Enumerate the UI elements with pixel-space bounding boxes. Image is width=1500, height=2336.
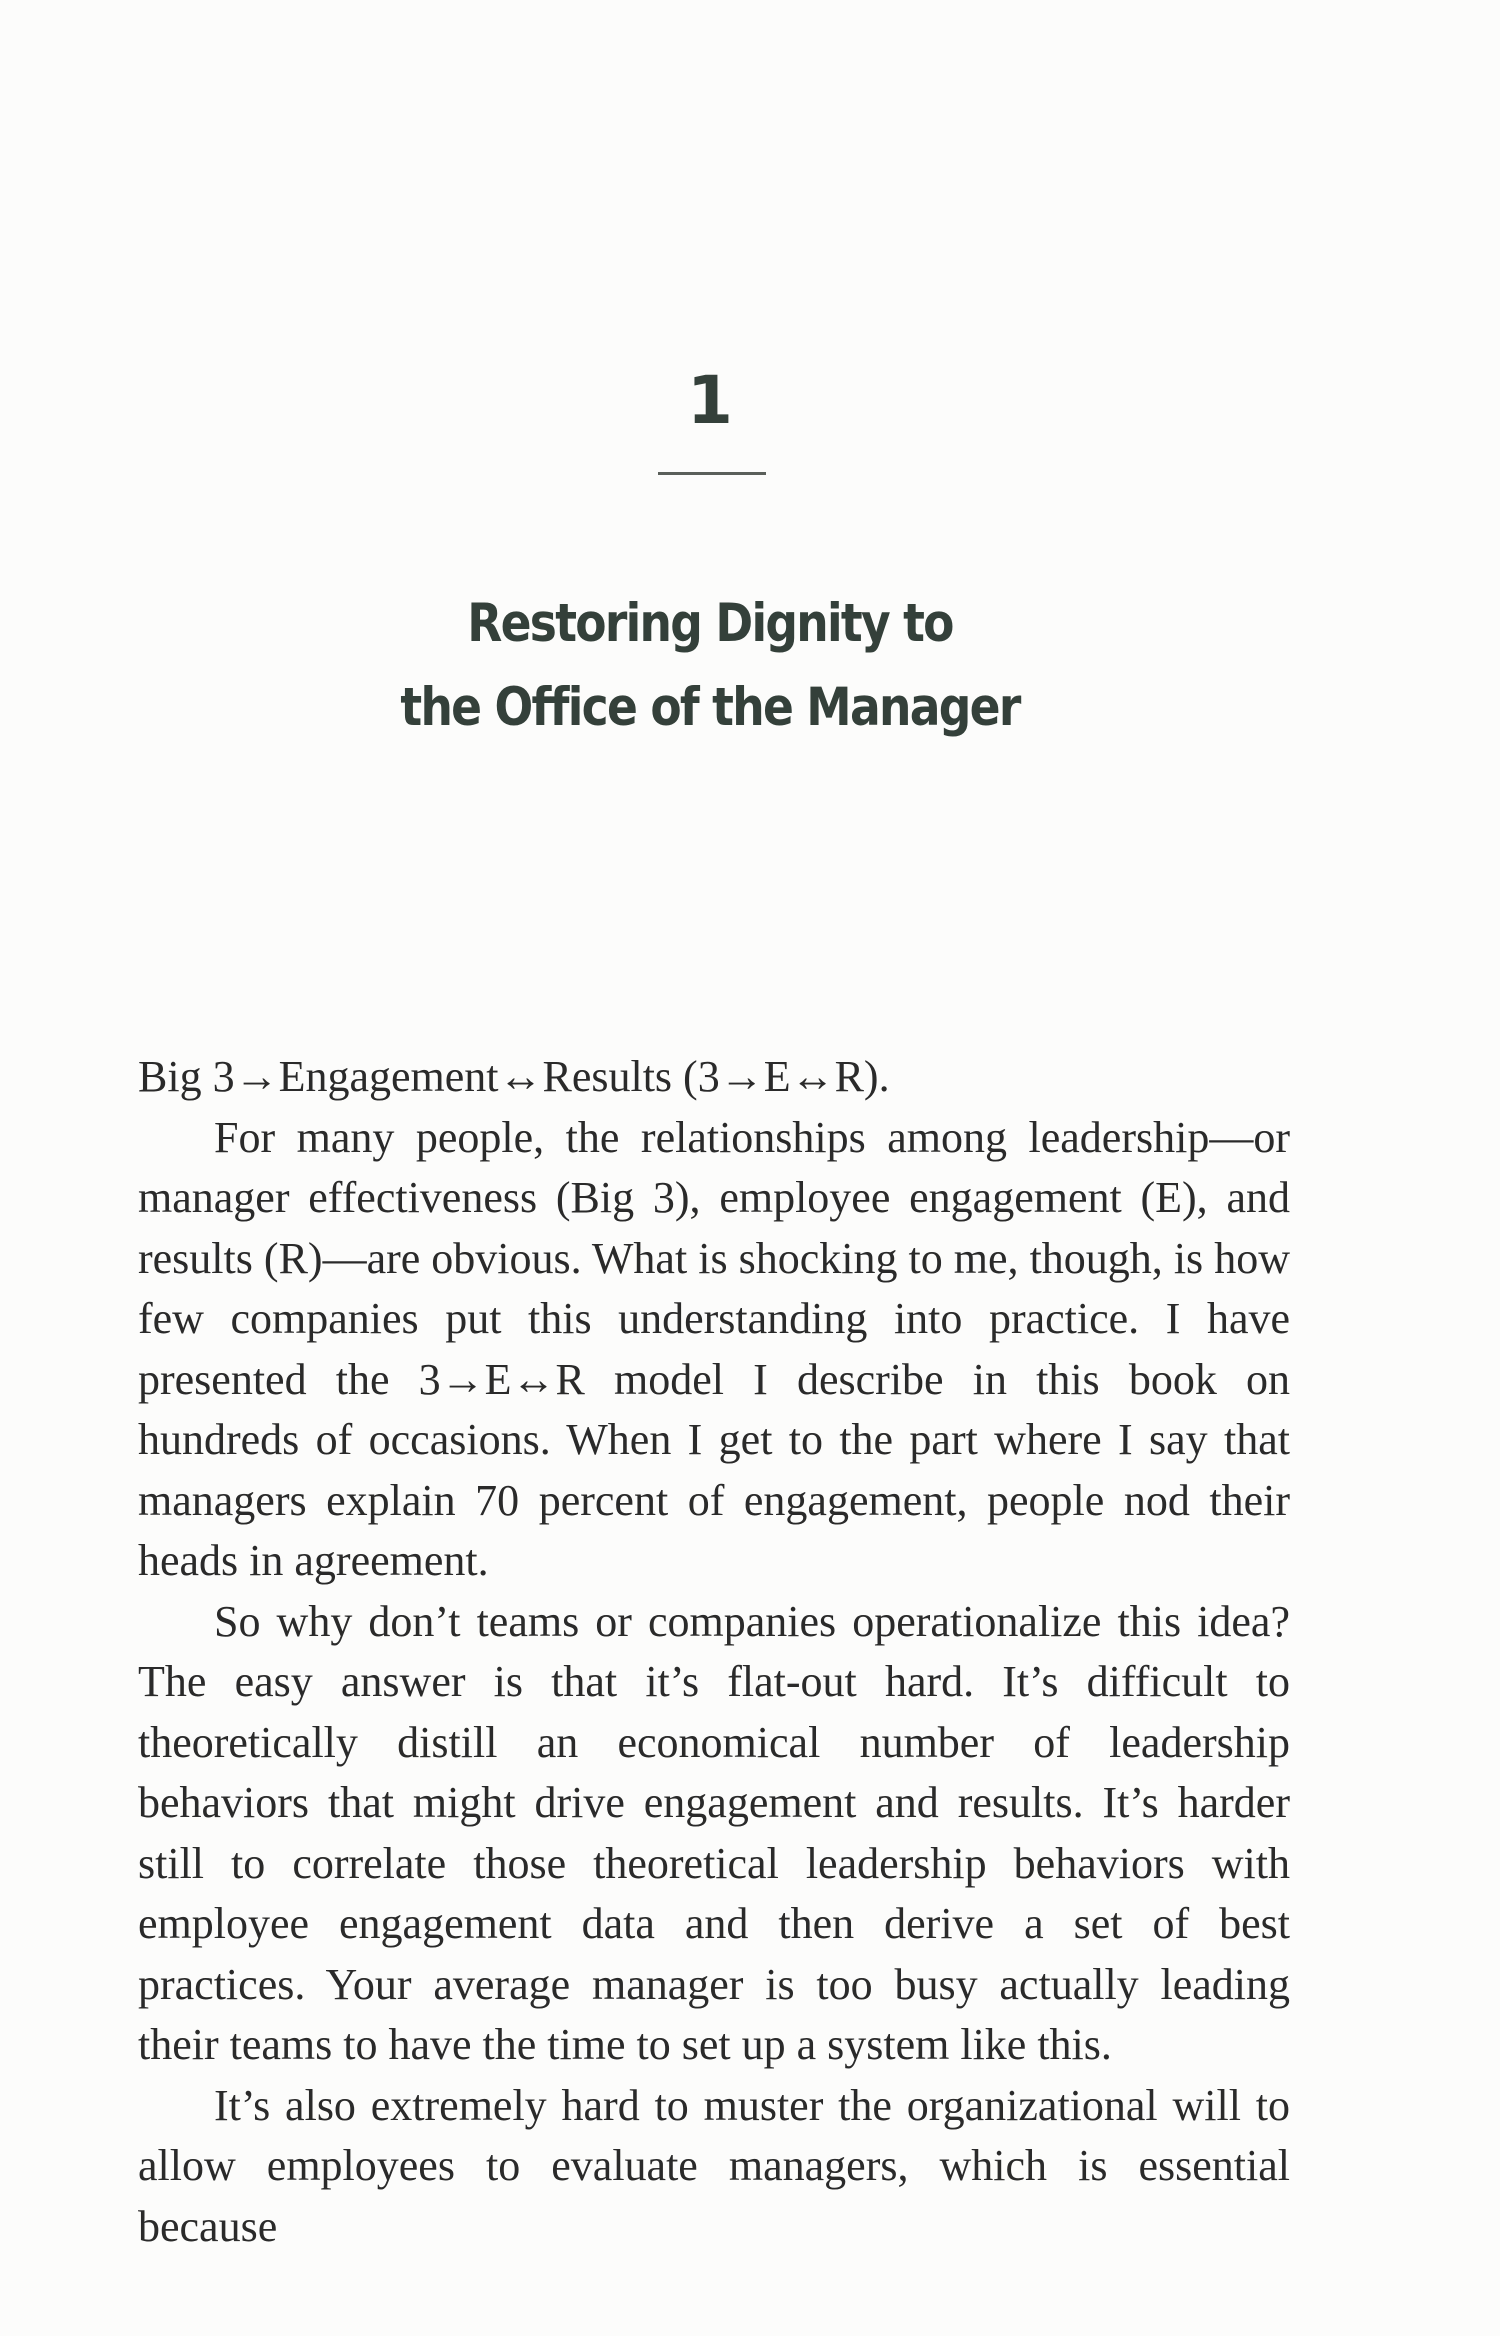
paragraph-model-formula: Big 3→Engagement↔Results (3→E↔R). <box>138 1052 890 1101</box>
chapter-number: 1 <box>687 362 733 439</box>
chapter-title-line-1: Restoring Dignity to <box>467 593 953 654</box>
body-text <box>138 1047 1290 2257</box>
chapter-title-line-2: the Office of the Manager <box>400 677 1020 738</box>
chapter-number-rule <box>658 472 766 475</box>
paragraph: For many people, the relationships among leadership—or manager effectiveness (Big 3), employee engagement (E), and results (R)—are obvious. What is shocking to me, though, is how few companies put this understanding into practice. I have presented the 3→E↔R model I describe in this book on hundreds of occasions. When I get to the part where I say that managers explain 70 percent of engagement, people nod their heads in agreement. <box>138 1112 1290 1585</box>
paragraph: So why don’t teams or companies operationalize this idea? The easy answer is that it’s flat-out hard. It’s difficult to theoretically distill an economical number of leadership behaviors that might drive engagement and results. It’s harder still to correlate those theoretical leadership behaviors with employee engagement data and then derive a set of best practices. Your average manager is too busy actually leading their teams to have the time to set up a system like this. <box>138 1596 1290 2069</box>
paragraph: It’s also extremely hard to muster the organizational will to allow employees to evaluate managers, which is essential because <box>138 2080 1290 2251</box>
chapter-title <box>99 582 1320 750</box>
